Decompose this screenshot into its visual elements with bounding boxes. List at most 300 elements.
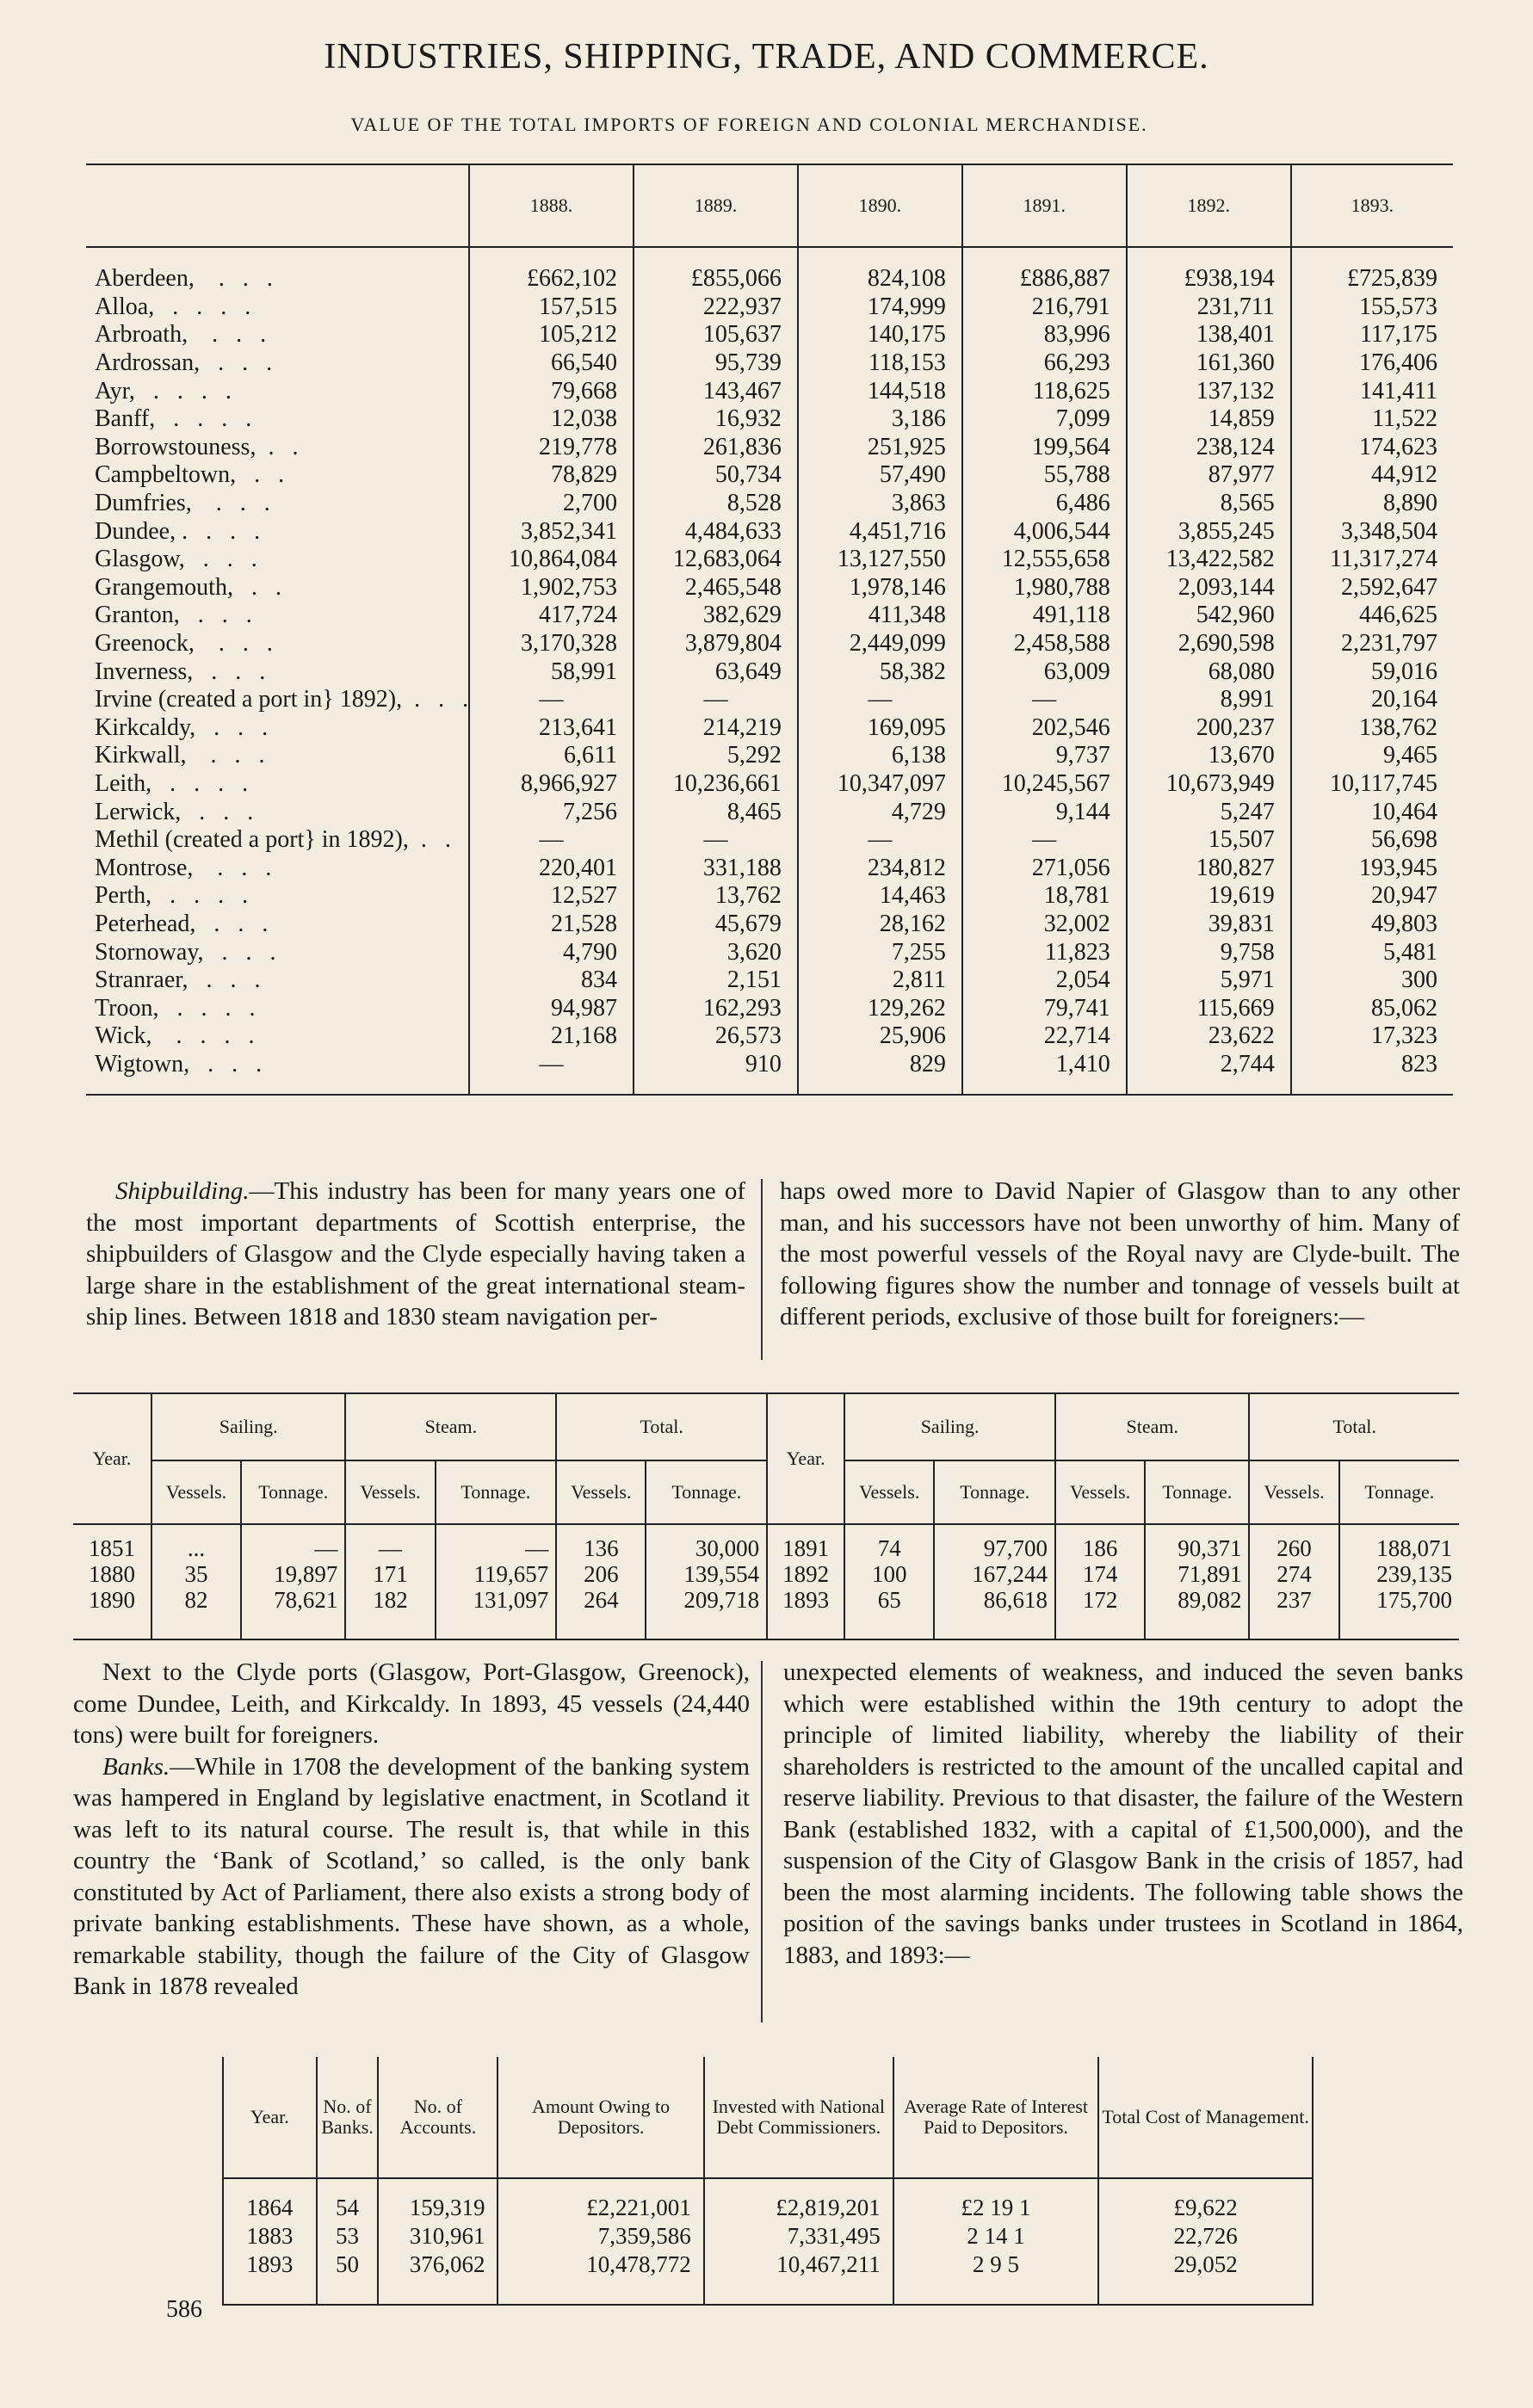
page-number: 586 [166,2296,202,2323]
import-value: 3,186 [798,405,962,434]
imports-header-row [86,164,1453,247]
import-value: 58,382 [798,658,962,686]
imports-row [86,574,1453,602]
import-value: 2,449,099 [798,630,962,658]
imports-row [86,911,1453,939]
ships-group-header: Total. [1249,1393,1459,1460]
import-value: 10,864,084 [469,546,634,574]
import-value: 157,515 [469,293,634,322]
import-value: 231,711 [1127,293,1291,322]
port-name: Stornoway, . . . [95,938,276,966]
import-value: 17,323 [1291,1022,1453,1051]
import-value: 22,714 [962,1022,1127,1051]
import-value: 13,127,550 [798,546,962,574]
port-name: Wigtown, . . . [86,1051,469,1096]
year-header: 1893. [1291,164,1453,247]
import-value: 2,458,588 [962,630,1127,658]
banks-cell: £2,221,001 [498,2178,703,2221]
imports-row [86,994,1453,1022]
ships-cell: — [345,1524,435,1561]
import-value: — [798,686,962,714]
ships-cell: 206 [556,1561,646,1587]
import-value: 66,540 [469,349,634,378]
ships-cell: 90,371 [1145,1524,1249,1561]
import-value: 87,977 [1127,461,1291,490]
ships-cell: 1893 [767,1587,844,1639]
imports-row [86,517,1453,546]
import-value: 9,144 [962,798,1127,826]
ships-cell: 174 [1055,1561,1145,1587]
port-name: Grangemouth, . . [95,573,281,601]
ships-cell: 264 [556,1587,646,1639]
banks-header: No. of Banks. [317,2057,379,2178]
port-name: Glasgow, . . . [95,546,257,573]
savings-banks-table [222,2057,1314,2306]
import-value: 155,573 [1291,293,1453,322]
ships-body [73,1524,1459,1639]
import-value: 2,811 [798,966,962,995]
import-value: 15,507 [1127,826,1291,855]
ships-cell: 188,071 [1339,1524,1459,1561]
import-value: 68,080 [1127,658,1291,686]
import-value: 105,212 [469,321,634,349]
banks-header-row [223,2057,1313,2178]
banks-cell: £9,622 [1098,2178,1313,2221]
import-value: 8,465 [634,798,798,826]
import-value: 21,168 [469,1022,634,1051]
import-value: 58,991 [469,658,634,686]
import-value: 4,790 [469,938,634,966]
import-value: 9,737 [962,742,1127,770]
import-value: 491,118 [962,602,1127,630]
ships-cell: 209,718 [646,1587,767,1639]
import-value: 26,573 [634,1022,798,1051]
import-value: 10,236,661 [634,770,798,799]
ships-sub-header: Vessels. [151,1460,241,1524]
import-value: 4,006,544 [962,517,1127,546]
imports-row [86,686,1453,714]
banks-header: Year. [223,2057,317,2178]
ships-sub-header: Vessels. [345,1460,435,1524]
import-value: 8,528 [634,490,798,518]
banks-header: Invested with National Debt Commissioners. [704,2057,893,2178]
import-value: 19,619 [1127,882,1291,911]
import-value: 4,484,633 [634,517,798,546]
import-value: 3,852,341 [469,517,634,546]
ships-cell: 71,891 [1145,1561,1249,1587]
port-name: Inverness, . . . [95,658,266,685]
import-value: 180,827 [1127,854,1291,882]
banks-cell: 7,331,495 [704,2221,893,2250]
year-header: 1892. [1127,164,1291,247]
banks-cell: 159,319 [378,2178,498,2221]
port-name: Troon, . . . . [95,994,256,1022]
import-value: 56,698 [1291,826,1453,855]
imports-row [86,882,1453,911]
import-value: 3,348,504 [1291,517,1453,546]
ships-cell: 186 [1055,1524,1145,1561]
banks-paragraph-right [783,1657,1463,1971]
port-header [86,164,469,247]
import-value: 193,945 [1291,854,1453,882]
imports-body [86,247,1453,1095]
imports-row [86,434,1453,462]
import-value: 829 [798,1051,962,1096]
ships-sub-header: Tonnage. [241,1460,345,1524]
import-value: £855,066 [634,247,798,293]
import-value: 331,188 [634,854,798,882]
import-value: 382,629 [634,602,798,630]
import-value: 216,791 [962,293,1127,322]
shipbuilding-paragraph-left [86,1176,745,1333]
import-value: 25,906 [798,1022,962,1051]
imports-row [86,826,1453,855]
banks-cell: 376,062 [378,2250,498,2305]
import-value: 7,255 [798,938,962,966]
import-value: 63,649 [634,658,798,686]
ships-sub-header: Tonnage. [436,1460,557,1524]
shipbuilding-text-cont: haps owed more to David Napier of Glasgow than to any other man, and his successors have not been unworthy of him. Many of the most powerful vessels of the Royal navy are Clyde-built. The following figures show the number and tonnage of vessels built at different periods, exclusive of those built for foreigners:— [780,1177,1460,1331]
ships-cell: 82 [151,1587,241,1639]
imports-row [86,1022,1453,1051]
import-value: 446,625 [1291,602,1453,630]
import-value: 213,641 [469,714,634,743]
import-value: 220,401 [469,854,634,882]
import-value: 219,778 [469,434,634,462]
ships-sub-header: Vessels. [556,1460,646,1524]
import-value: 144,518 [798,377,962,405]
banks-text: —While in 1708 the development of the banking system was hampered in England by legislative enactment, in Scotland it was left to its natural course. The result is, that while in this country the ‘Bank of Scotland,’ so called, is the only bank constituted by Act of Parliament, there also exists a strong body of private banking establishments. These have shown, as a whole, remarkable stability, though the failure of the City of Glasgow Bank in 1878 revealed [73,1752,750,2000]
import-value: 176,406 [1291,349,1453,378]
imports-row [86,658,1453,686]
ships-cell: ... [151,1524,241,1561]
import-value: 1,978,146 [798,574,962,602]
import-value: 12,527 [469,882,634,911]
port-name: Kirkcaldy, . . . [95,713,269,741]
import-value: 910 [634,1051,798,1096]
import-value: 10,347,097 [798,770,962,799]
banks-body [223,2178,1313,2305]
imports-row [86,490,1453,518]
imports-row [86,546,1453,574]
ships-sub-header: Tonnage. [934,1460,1055,1524]
import-value: — [469,1051,634,1096]
banks-cell: 22,726 [1098,2221,1313,2250]
import-value: 32,002 [962,911,1127,939]
import-value: 202,546 [962,714,1127,743]
import-value: 234,812 [798,854,962,882]
ships-cell: 35 [151,1561,241,1587]
import-value: 7,099 [962,405,1127,434]
import-value: 44,912 [1291,461,1453,490]
ships-sub-header: Vessels. [1249,1460,1338,1524]
shipbuilding-lead: Shipbuilding. [115,1177,250,1205]
import-value: — [469,686,634,714]
import-value: 13,762 [634,882,798,911]
column-divider [761,1661,763,2022]
banks-cell: 1893 [223,2250,317,2305]
port-name: Irvine (created a port in} 1892), . . . [95,686,469,713]
import-value: £662,102 [469,247,634,293]
import-value: 66,293 [962,349,1127,378]
import-value: 4,451,716 [798,517,962,546]
import-value: 45,679 [634,911,798,939]
imports-row [86,714,1453,743]
port-name: Campbeltown, . . [95,461,285,489]
import-value: 11,823 [962,938,1127,966]
year-header: 1890. [798,164,962,247]
ships-sub-header: Vessels. [844,1460,934,1524]
import-value: 23,622 [1127,1022,1291,1051]
import-value: 83,996 [962,321,1127,349]
import-value: 85,062 [1291,994,1453,1022]
import-value: 2,093,144 [1127,574,1291,602]
import-value: 16,932 [634,405,798,434]
import-value: 2,700 [469,490,634,518]
import-value: 12,683,064 [634,546,798,574]
ships-cell: 136 [556,1524,646,1561]
ships-cell: 74 [844,1524,934,1561]
import-value: 3,620 [634,938,798,966]
port-name: Aberdeen, . . . [95,265,273,293]
import-value: 8,966,927 [469,770,634,799]
import-value: — [634,826,798,855]
ships-cell: 97,700 [934,1524,1055,1561]
import-value: 823 [1291,1051,1453,1096]
ships-cell: 239,135 [1339,1561,1459,1587]
ships-cell: 1890 [73,1587,151,1639]
import-value: 834 [469,966,634,995]
import-value: 141,411 [1291,377,1453,405]
import-value: 2,231,797 [1291,630,1453,658]
banks-cell: 10,478,772 [498,2250,703,2305]
ships-cell: 274 [1249,1561,1338,1587]
import-value: 28,162 [798,911,962,939]
import-value: 200,237 [1127,714,1291,743]
import-value: 63,009 [962,658,1127,686]
import-value: 8,890 [1291,490,1453,518]
ships-cell: 86,618 [934,1587,1055,1639]
ships-cell: 167,244 [934,1561,1055,1587]
import-value: 6,486 [962,490,1127,518]
import-value: — [798,826,962,855]
banks-header: Average Rate of Interest Paid to Depositors. [893,2057,1098,2178]
ships-group-header: Sailing. [151,1393,345,1460]
ships-sub-header: Tonnage. [646,1460,767,1524]
ships-year-header: Year. [73,1393,151,1524]
banks-lead: Banks. [102,1752,170,1781]
port-name: Stranraer, . . . [95,966,261,994]
import-value: 49,803 [1291,911,1453,939]
import-value: 411,348 [798,602,962,630]
ships-cell: 1892 [767,1561,844,1587]
import-value: 105,637 [634,321,798,349]
ships-group-header: Steam. [1055,1393,1249,1460]
import-value: 2,151 [634,966,798,995]
port-name: Dundee, . . . . [95,517,261,545]
import-value: 5,971 [1127,966,1291,995]
ships-year-header: Year. [767,1393,844,1524]
import-value: 1,902,753 [469,574,634,602]
ships-cell: 78,621 [241,1587,345,1639]
import-value: 1,410 [962,1051,1127,1096]
year-header: 1888. [469,164,634,247]
import-value: 13,422,582 [1127,546,1291,574]
import-value: 4,729 [798,798,962,826]
banks-cell: 54 [317,2178,379,2221]
port-name: Alloa, . . . . [95,293,251,320]
import-value: 5,481 [1291,938,1453,966]
import-value: 143,467 [634,377,798,405]
imports-row [86,966,1453,995]
import-value: 3,855,245 [1127,517,1291,546]
import-value: 8,991 [1127,686,1291,714]
port-name: Ayr, . . . . [95,377,232,404]
port-name: Kirkwall, . . . [95,742,265,769]
port-name: Borrowstouness, . . [95,433,299,460]
port-name: Arbroath, . . . [95,321,267,349]
import-value: 137,132 [1127,377,1291,405]
import-value: 14,859 [1127,405,1291,434]
import-value: 238,124 [1127,434,1291,462]
ships-cell: 1880 [89,1561,135,1587]
shipbuilding-table [73,1392,1459,1640]
ships-cell: 171 [345,1561,435,1587]
imports-row [86,938,1453,966]
banks-cell: 1883 [223,2221,317,2250]
import-value: 55,788 [962,461,1127,490]
table-subtitle: VALUE OF THE TOTAL IMPORTS OF FOREIGN AND COLONIAL MERCHANDISE. [350,114,1148,135]
imports-row [86,1051,1453,1096]
ships-cell: — [241,1524,345,1561]
import-value: 3,863 [798,490,962,518]
import-value: 115,669 [1127,994,1291,1022]
import-value: 21,528 [469,911,634,939]
port-name: Leith, . . . . [95,769,249,797]
import-value: 118,153 [798,349,962,378]
year-header: 1889. [634,164,798,247]
imports-row [86,461,1453,490]
import-value: 8,565 [1127,490,1291,518]
ships-cell: 100 [844,1561,934,1587]
import-value: 10,117,745 [1291,770,1453,799]
import-value: 117,175 [1291,321,1453,349]
import-value: — [962,826,1127,855]
banks-header: No. of Accounts. [378,2057,498,2178]
banks-cell: 50 [317,2250,379,2305]
ships-cell: 182 [345,1587,435,1639]
ships-group-header: Steam. [345,1393,556,1460]
import-value: — [634,686,798,714]
import-value: — [962,686,1127,714]
import-value: 118,625 [962,377,1127,405]
banks-row [223,2178,1313,2221]
ships-cell: 260 [1249,1524,1338,1561]
import-value: 2,465,548 [634,574,798,602]
port-name: Methil (created a port} in 1892), . . [95,826,451,854]
import-value: 251,925 [798,434,962,462]
import-value: 300 [1291,966,1453,995]
import-value: 129,262 [798,994,962,1022]
ships-sub-header: Vessels. [1055,1460,1145,1524]
port-name: Greenock, . . . [95,630,273,658]
import-value: 417,724 [469,602,634,630]
banks-header: Total Cost of Management. [1098,2057,1313,2178]
import-value: 20,164 [1291,686,1453,714]
import-value: 261,836 [634,434,798,462]
port-name: Dumfries, . . . [95,490,270,517]
import-value: 50,734 [634,461,798,490]
ships-row [73,1587,1459,1639]
port-name: Montrose, . . . [95,854,272,881]
banks-cell: £2,819,201 [704,2178,893,2221]
imports-row [86,293,1453,322]
banks-cell: 2 14 1 [893,2221,1098,2250]
import-value: 13,670 [1127,742,1291,770]
port-name: Perth, . . . . [95,882,249,910]
column-divider [761,1179,763,1360]
port-name: Ardrossan, . . . [95,349,273,377]
imports-row [86,630,1453,658]
ships-cell: 119,657 [436,1561,557,1587]
import-value: 78,829 [469,461,634,490]
import-value: 7,256 [469,798,634,826]
import-value: 824,108 [798,247,962,293]
ships-cell: 19,897 [241,1561,345,1587]
import-value: 20,947 [1291,882,1453,911]
import-value: 12,038 [469,405,634,434]
imports-row [86,349,1453,378]
imports-row [86,405,1453,434]
imports-row [86,798,1453,826]
import-value: 138,401 [1127,321,1291,349]
ships-row [73,1561,1459,1587]
banks-cell: 310,961 [378,2221,498,2250]
import-value: 39,831 [1127,911,1291,939]
import-value: 199,564 [962,434,1127,462]
import-value: 3,879,804 [634,630,798,658]
import-value: 57,490 [798,461,962,490]
import-value: £725,839 [1291,247,1453,293]
import-value: 9,465 [1291,742,1453,770]
import-value: 18,781 [962,882,1127,911]
port-name: Banff, . . . . [95,405,252,433]
banks-paragraph-left [73,1657,750,2003]
import-value: 140,175 [798,321,962,349]
ships-cell: 65 [844,1587,934,1639]
ships-cell: — [436,1524,557,1561]
ships-cell: 175,700 [1339,1587,1459,1639]
port-name: Lerwick, . . . [95,798,254,825]
import-value: 59,016 [1291,658,1453,686]
banks-cell: 7,359,586 [498,2221,703,2250]
import-value: 5,247 [1127,798,1291,826]
import-value: 10,464 [1291,798,1453,826]
ships-sub-header: Tonnage. [1145,1460,1249,1524]
import-value: 94,987 [469,994,634,1022]
import-value: 10,245,567 [962,770,1127,799]
import-value: 2,054 [962,966,1127,995]
ships-group-header: Sailing. [844,1393,1055,1460]
import-value: 95,739 [634,349,798,378]
import-value: 79,668 [469,377,634,405]
import-value: £938,194 [1127,247,1291,293]
imports-row [86,247,1453,293]
clyde-ports-text: Next to the Clyde ports (Glasgow, Port-Glasgow, Greenock), come Dundee, Leith, and Kirkcaldy. In 1893, 45 vessels (24,440 tons) were built for foreigners. [73,1658,750,1749]
imports-row [86,321,1453,349]
banks-cell: 1864 [223,2178,317,2221]
ships-cell: 30,000 [646,1524,767,1561]
